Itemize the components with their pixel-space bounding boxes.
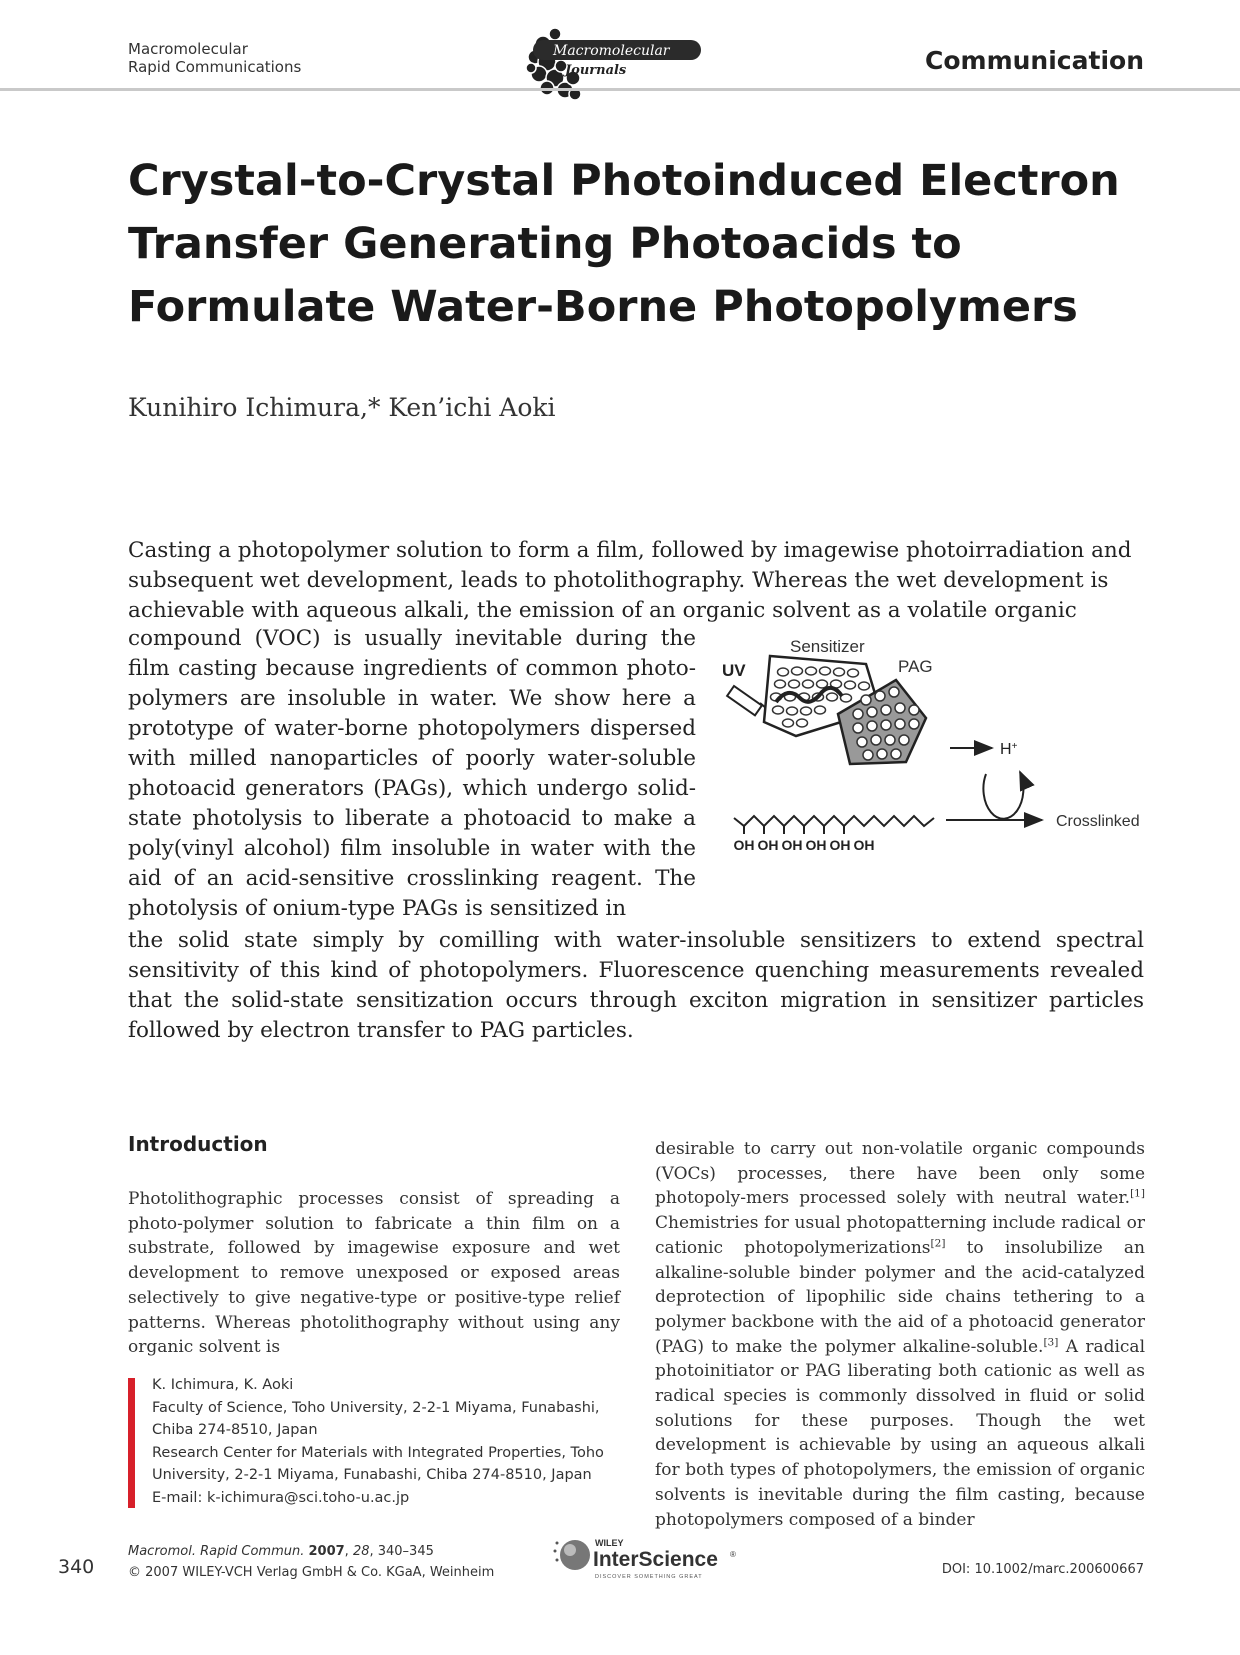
affiliation-line: Chiba 274-8510, Japan <box>152 1422 318 1438</box>
affiliation-line: Faculty of Science, Toho University, 2-2-1 Miyama, Funabashi, <box>152 1399 600 1416</box>
page-number: 340 <box>58 1556 95 1578</box>
reference-1[interactable]: [1] <box>1130 1187 1145 1200</box>
reference-2[interactable]: [2] <box>930 1237 946 1250</box>
abstract-wrapped-text: compound (VOC) is usually inevitable during the film casting because ingredients of common photo-polymers are insoluble in water. We show here a prototype of water-borne photopolymers dispersed with milled nanoparticles of poorly water-soluble photoacid generators (PAGs), which undergo solid-state photolysis to liberate a photoacid to make a poly(vinyl alcohol) film insoluble in water with the aid of an acid-sensitive crosslinking reagent. The photolysis of onium-type PAGs is sensitized in <box>128 626 696 921</box>
affiliation-email[interactable]: E-mail: k-ichimura@sci.toho-u.ac.jp <box>152 1489 410 1506</box>
citation-year: 2007 <box>308 1544 345 1559</box>
hydroxyl-label: OH <box>733 837 755 853</box>
hydroxyl-label: OH <box>853 837 875 853</box>
toc-graphic <box>718 630 1148 890</box>
header-rule <box>0 88 1240 91</box>
abstract-line-3: achievable with aqueous alkali, the emission of an organic solvent as a volatile organic <box>128 598 1077 623</box>
abstract-tail: the solid state simply by comilling with water-insoluble sensitizers to extend spectral sensitivity of this kind of photopolymers. Fluorescence quenching measurements revealed that the solid-state sensitization occurs through exciton migration in sensitizer particles followed by electron transfer to PAG particles. <box>128 928 1144 1043</box>
affiliation-block <box>152 1374 622 1509</box>
journal-name-line1: Macromolecular <box>128 40 248 58</box>
reference-3[interactable]: [3] <box>1043 1335 1059 1348</box>
pva-backbone <box>734 816 934 826</box>
wiley-tagline: DISCOVER SOMETHING GREAT <box>595 1574 703 1580</box>
abstract-line-1: Casting a photopolymer solution to form a film, followed by imagewise photoirradiation and <box>128 538 1132 563</box>
citation-pages: , 340–345 <box>369 1544 434 1559</box>
citation-line: Macromol. Rapid Commun. 2007, 28, 340–345 <box>128 1544 434 1559</box>
citation-block <box>128 1541 494 1583</box>
wiley-interscience-logo <box>553 1533 743 1583</box>
journal-name-line2: Rapid Communications <box>128 58 302 76</box>
hydroxyl-label: OH <box>805 837 827 853</box>
macromolecular-journals-logo <box>525 22 725 104</box>
abstract-line-2: subsequent wet development, leads to photolithography. Whereas the wet development is <box>128 568 1109 593</box>
journal-name <box>128 40 301 76</box>
affiliation-accent-bar <box>128 1378 135 1508</box>
logo-text-macromolecular: Macromolecular <box>553 43 670 59</box>
hydroxyl-label: OH <box>829 837 851 853</box>
affiliation-line: Research Center for Materials with Integrated Properties, Toho <box>152 1444 604 1461</box>
affiliation-line: University, 2-2-1 Miyama, Funabashi, Chiba 274-8510, Japan <box>152 1467 592 1483</box>
copyright-line: © 2007 WILEY-VCH Verlag GmbH & Co. KGaA, Weinheim <box>128 1565 495 1580</box>
interscience-label: InterScience <box>593 1548 718 1571</box>
intro-text: to insolubilize an alkaline-soluble binder polymer and the acid-catalyzed deprotection of lipophilic side chains tethering to a polymer backbone with the aid of a photoacid generator (PAG) to make the polymer alkaline-soluble. <box>655 1237 1145 1357</box>
intro-right-column <box>655 1137 1145 1532</box>
crosslinked-label: Crosslinked <box>1056 813 1140 830</box>
catalytic-cycle-arrow <box>983 772 1023 819</box>
section-label: Communication <box>925 46 1144 75</box>
globe-icon <box>554 1540 591 1570</box>
intro-text: desirable to carry out non-volatile organic compounds (VOCs) processes, there have been only some photopoly-mers processed solely with neutral water. <box>655 1139 1145 1209</box>
proton-label: H+ <box>1000 740 1018 758</box>
pag-label: PAG <box>898 657 933 676</box>
hydroxyl-label: OH <box>781 837 803 853</box>
uv-label: UV <box>722 661 746 680</box>
affiliation-authors: K. Ichimura, K. Aoki <box>152 1377 294 1393</box>
doi[interactable]: DOI: 10.1002/marc.200600667 <box>941 1562 1144 1577</box>
sensitizer-label: Sensitizer <box>790 637 865 656</box>
logo-text-journals: Journals <box>565 63 627 78</box>
introduction-heading: Introduction <box>128 1132 268 1156</box>
wiley-label: WILEY <box>595 1538 624 1548</box>
citation-journal: Macromol. Rapid Commun. <box>128 1544 305 1559</box>
intro-text: A radical photoinitiator or PAG liberating both cationic as well as radical species is commonly dissolved in fluid or solid solutions for these purposes. Though the wet development is achievable by using an aqueous alkali for both types of photopolymers, the emission of organic solvents is inevitable during the film casting, because photopolymers composed of a binder <box>655 1336 1145 1530</box>
registered-mark: ® <box>730 1550 736 1559</box>
pva-side-bonds <box>744 826 844 834</box>
hydroxyl-label: OH <box>757 837 779 853</box>
article-title: Crystal-to-Crystal Photoinduced Electron Transfer Generating Photoacids to Formulate Water-Borne Photopolymers <box>128 156 1120 332</box>
citation-volume: 28 <box>352 1544 370 1559</box>
article-authors: Kunihiro Ichimura,* Ken’ichi Aoki <box>128 393 556 422</box>
intro-text: Chemistries for usual photopatterning include radical or cationic photopolymerizations <box>655 1213 1145 1258</box>
intro-left-column: Photolithographic processes consist of spreading a photo-polymer solution to fabricate a thin film on a substrate, followed by imagewise exposure and wet development to remove unexposed or exposed areas selectively to give negative-type or positive-type relief patterns. Whereas photolithography without using any organic solvent is <box>128 1189 620 1358</box>
